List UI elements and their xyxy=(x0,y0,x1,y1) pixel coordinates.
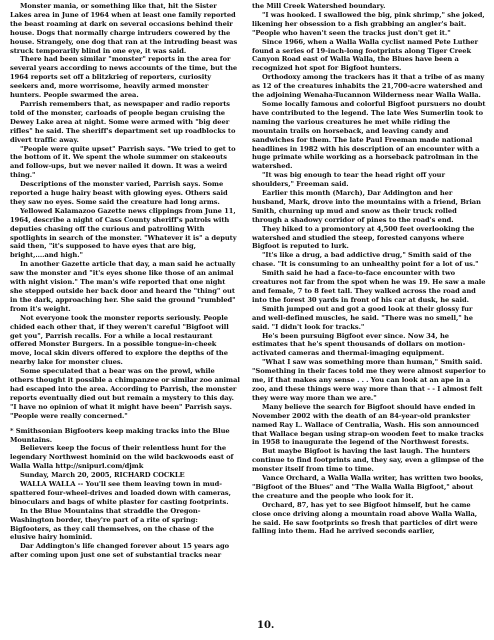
paragraph: WALLA WALLA -- You'll see them leaving town in mud-spattered four-wheel-drives and loaded down with cameras, binoculars and bags of white plaster for casting footprints. xyxy=(10,480,231,506)
paragraph: Not everyone took the monster reports seriously. People chided each other that, if they weren't careful "Bigfoot will get you", Parrish recalls. For a while a local restaurant offered Monster Burgers. In a possible tongue-in-cheek move, local skin divers offered to explore the depths of the nearby lake for monster clues. xyxy=(10,313,229,367)
paragraph: In another Gazette article that day, a man said he actually saw the monster and "it's eyes shone like those of an animal with night vision." The man's wife reported that one night she stepped outside her back door and heard the "thing" out in the dark, approaching her. She said the ground "rumbled" from it's weight. xyxy=(10,260,236,313)
article-dateline: Sunday, March 20, 2005, RICHARD COCKLE xyxy=(20,471,185,480)
paragraph: Orthodoxy among the trackers has it that a tribe of as many as 12 of the creatures inhabits the 21,700-acre watershed and the adjoining Wenaha-Tucannon Wilderness near Walla Walla. xyxy=(252,73,485,100)
paragraph: Yellowed Kalamazoo Gazette news clippings from June 11, 1964, describe a night of Cass County sheriff's patrols with deputies chasing off the curious and patrolling With spotlights in search of the monster. "Whatever it is" a deputy said then, "it's supposed to have eyes that are big, bright,....and high." xyxy=(10,206,237,260)
left-column xyxy=(10,2,240,560)
paragraph: the Mill Creek Watershed boundary. xyxy=(252,2,386,10)
article-headline: * Smithsonian Bigfooters keep making tracks into the Blue Mountains. xyxy=(10,426,230,444)
paragraph: "It's like a drug, a bad addictive drug," Smith said of the chase. "It is consuming to an unhealthy point for a lot of us." xyxy=(252,251,479,269)
paragraph: There had been similar "monster" reports in the area for several years according to news accounts of the time, but the 1964 reports set off a blitzkrieg of reporters, curiosity seekers and, more worrisome, heavily armed monster hunters. People swarmed the area. xyxy=(10,55,238,100)
paragraph: Smith jumped out and got a good look at their glossy fur and well-defined muscles, he said. "There was no smell," he said. "I didn't look for tracks." xyxy=(252,304,473,331)
right-column xyxy=(252,2,486,536)
paragraph: Smith said he had a face-to-face encounter with two creatures not far from the spot when he was 19. He saw a male and female, 7 to 8 feet tall. They walked across the road and into the forest 30 yards in front of his car at dusk, he said. xyxy=(252,269,486,304)
paragraph: Vance Orchard, a Walla Walla writer, has written two books, "Bigfoot of the Blues" and "The Walla Walla Bigfoot," about the creature and the people who look for it. xyxy=(252,474,484,500)
paragraph: Some speculated that a bear was on the prowl, while others thought it possible a chimpanzee or similar zoo animal had escaped into the area. According to Parrish, the monster reports eventually died out but remain a mystery to this day. "I have no opinion of what it might have been" Parrish says. "People were really concerned." xyxy=(10,367,240,420)
page-number: 10. xyxy=(257,620,275,631)
paragraph: "It was big enough to tear the head right off your shoulders," Freeman said. xyxy=(252,171,445,189)
paragraph: Some locally famous and colorful Bigfoot pursuers no doubt have contributed to the legend. The late Wes Sumerlin took to naming the various creatures he met while riding the mountain trails on horseback, and leaving candy and sandwiches for them. The late Paul Freeman made national headlines in 1982 with his description of an encounter with a huge primate while working as a horseback patrolman in the watershed. xyxy=(252,99,486,171)
paragraph: In the Blue Mountains that straddle the Oregon-Washington border, they're part of a rite of spring: Bigfooters, as they call themselves, on the chase of the elusive hairy hominid. xyxy=(10,506,214,542)
paragraph: Dar Addington's life changed forever about 15 years ago after coming upon just one set of substantial tracks near xyxy=(10,542,230,560)
paragraph: Many believe the search for Bigfoot should have ended in November 2002 with the death of an 84-year-old prankster named Ray L. Wallace of Centralia, Wash. His son announced that Wallace began using strap-on wooden feet to make tracks in 1958 to inaugurate the legend of the Northwest forests. xyxy=(252,402,484,447)
paragraph: Orchard, 87, has yet to see Bigfoot himself, but he came close once driving along a mountain road above Walla Walla, he said. He saw footprints so fresh that particles of dirt were falling into them. Had he arrived seconds earlier, xyxy=(252,500,478,536)
paragraph: "I was hooked. I swallowed the big, pink shrimp," she joked, likening her obsession to a fish grabbing an angler's bait. "People who haven't seen the tracks just don't get it." xyxy=(252,10,485,37)
paragraph: "People were quite upset" Parrish says. "We tried to get to the bottom of it. We spent the whole summer on stakeouts and follow-ups, but we never nailed it down. It was a weird thing." xyxy=(10,144,236,180)
paragraph: Earlier this month (March), Dar Addington and her husband, Mark, drove into the mountains with a friend, Brian Smith, churning up mud and snow as their truck rolled through a shadowy corridor of pines to the road's end. xyxy=(252,189,481,224)
paragraph: Monster mania, or something like that, hit the Sister Lakes area in June of 1964 when at least one family reported the beast roaming at dark on several occasions behind their house. Dogs that normally charge intruders cowered by the house. Strangely, one dog that ran at the intruding beast was struck temporarily blind in one eye, it was said. xyxy=(10,2,238,55)
paragraph: Parrish remembers that, as newspaper and radio reports told of the monster, carloads of people began cruising the Dewey Lake area at night. Some were armed with "big deer rifles" he said. The sheriff's department set up roadblocks to divert traffic away. xyxy=(10,99,236,144)
paragraph: He's been pursuing Bigfoot ever since. Now 34, he estimates that he's spent thousands of dollars on motion-activated cameras and thermal-imaging equipment. xyxy=(252,331,466,358)
paragraph: Since 1966, when a Walla Walla cyclist named Pete Luther found a series of 19-inch-long footprints along Tiger Creek Canyon Road east of Walla Walla, the Blues have been a recognized hot spot for Bigfoot hunters. xyxy=(252,37,478,73)
paragraph: They hiked to a promontory at 4,500 feet overlooking the watershed and studied the steep, forested canyons where Bigfoot is reputed to lurk. xyxy=(252,224,475,251)
paragraph: "What I saw was something more than human," Smith said. "Something in their faces told me they were almost superior to me, if that makes any sense . . . You can look at an ape in a zoo, and these things were way more than that - - I almost felt they were way more than we are." xyxy=(252,358,486,402)
article-summary: Believers keep the focus of their relentless hunt for the legendary Northwest hominid on the wild backwoods east of Walla Walla http://snipurl.com/djmk xyxy=(10,444,234,471)
paragraph: But maybe Bigfoot is having the last laugh. The hunters continue to find footprints and, they say, even a glimpse of the monster itself from time to time. xyxy=(252,447,484,474)
paragraph: Descriptions of the monster varied, Parrish says. Some reported a huge hairy beast with glowing eyes. Others said they saw no eyes. Some said the creature had long arms. xyxy=(10,180,228,206)
